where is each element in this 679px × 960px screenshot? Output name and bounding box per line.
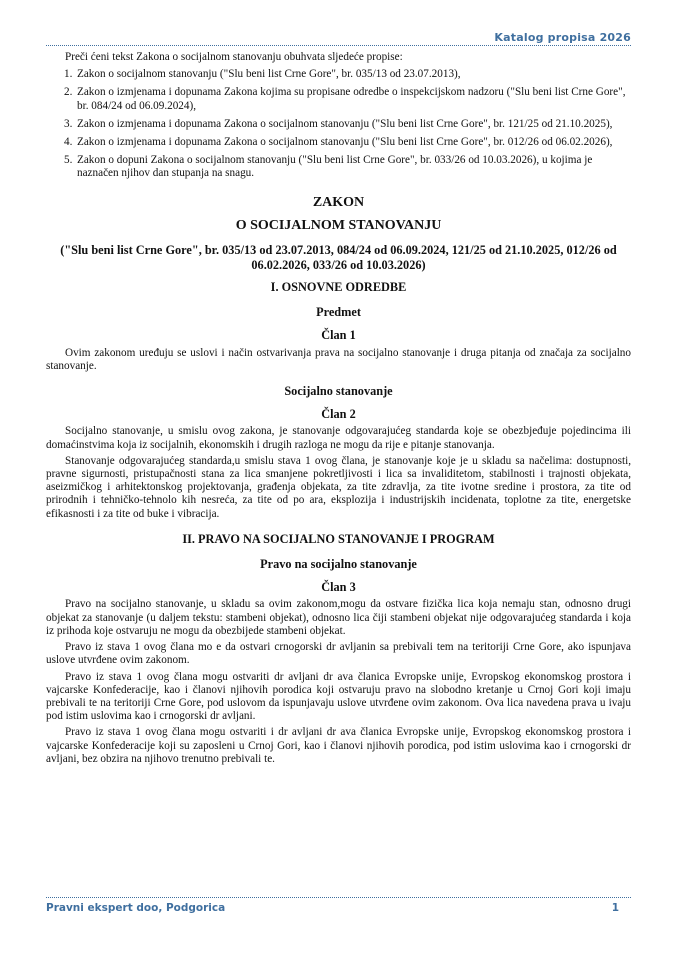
article-number: Član 3 xyxy=(321,580,356,595)
header-divider xyxy=(46,45,631,46)
catalog-header: Katalog propisa 2026 xyxy=(494,31,631,44)
section-heading: I. OSNOVNE ODREDBE xyxy=(270,280,407,295)
paragraph: Pravo iz stava 1 ovog člana mogu ostvariti i dr avljani dr ava članica Evropske unije, Evropskog ekonomskog prostora i vajcarske Konfederacije koji su zaposleni u Crnoj Gori, kao i članovi njihovih porodica, pod istim uslovima kao i crnogorski dr avljani, bez obzira na njihovo trenutno prebivali te. xyxy=(46,726,631,765)
amendment-number: 5. xyxy=(64,154,73,167)
amendment-item xyxy=(64,86,631,112)
paragraph: Pravo iz stava 1 ovog člana mogu ostvariti dr avljani dr ava članica Evropske unije, Evropskog ekonomskog prostora i vajcarske Konfederacije, kao i članovi njihovih porodica koji ostvaruju pravo na slobodno kretanje u Crnoj Gori koji imaju prebivali te na teritoriji Crne Gore, pod uslovom da ispunjavaju uslove utvrđene ovim zakonom. Ova lica navedena prava u ivaju pod istim uslovima kao i crnogorski dr avljani. xyxy=(46,670,631,723)
paragraph: Pravo iz stava 1 ovog člana mo e da ostvari crnogorski dr avljanin sa prebivali tem na teritoriji Crne Gore, ako ispunjava uslove utvrđene ovim zakonom. xyxy=(46,641,631,667)
gazette-reference: ("Slu beni list Crne Gore", br. 035/13 od 23.07.2013, 084/24 od 06.09.2024, 121/25 od 21.10.2025, 012/26 od 06.02.2026, 033/26 od 10.03.2026) xyxy=(60,243,617,272)
amendment-number: 3. xyxy=(64,117,73,130)
paragraph: Socijalno stanovanje, u smislu ovog zakona, je stanovanje odgovarajućeg standarda koje se obezbjeđuje pojedincima ili domaćinstvima koja iz socijalnih, ekonomskih i drugih razloga ne mogu da rije e pitanje stanovanja. xyxy=(46,425,631,451)
amendment-number: 2. xyxy=(64,86,73,99)
paragraph: Pravo na socijalno stanovanje, u skladu sa ovim zakonom,mogu da ostvare fizička lica koja nemaju stan, odnosno drugi objekat za stanovanje (u daljem tekstu: stambeni objekat), odnosno lica čiji stambeni objekat nije odgovarajućeg standarda i koja iz prihoda koje ostvaruju ne mogu da obezbijede stambeni objekat. xyxy=(46,598,631,637)
article-subject: Socijalno stanovanje xyxy=(284,384,393,399)
amendment-text: Zakon o izmjenama i dopunama Zakona o socijalnom stanovanju ("Slu beni list Crne Gore", br. 012/26 od 06.02.2026), xyxy=(77,136,613,149)
footer-publisher: Pravni ekspert doo, Podgorica xyxy=(46,902,226,914)
amendment-number: 4. xyxy=(64,136,73,149)
paragraph: Stanovanje odgovarajućeg standarda,u smislu stava 1 ovog člana, je stanovanje koje je u skladu sa načelima: dostupnosti, pravne sigurnosti, pristupačnosti stana za lica smanjene pokretljivosti i lica sa invaliditetom, stabilnosti i trajnosti objekata, aseizmičkog i arhitektonskog projektovanja, građenja objekata, za tite zdravlja, za tite ivotne sredine i prostora, za tite od prirodnih i tehničko-tehnolo kih nesreća, za tite od po ara, eksplozija i industrijskih incidenata, toplotne za tite, energetske efikasnosti i za tite od buke i vibracija. xyxy=(46,454,631,520)
paragraph: Ovim zakonom uređuju se uslovi i način ostvarivanja prava na socijalno stanovanje i druga pitanja od značaja za socijalno stanovanje. xyxy=(46,346,631,372)
law-subtitle: O SOCIJALNOM STANOVANJU xyxy=(235,217,442,233)
amendment-item xyxy=(64,68,631,81)
amendment-item xyxy=(64,118,631,131)
law-title: ZAKON xyxy=(312,194,365,210)
amendment-text: Zakon o izmjenama i dopunama Zakona kojima su propisane odredbe o inspekcijskom nadzoru ("Slu beni list Crne Gore", br. 084/24 od 06.09.2024), xyxy=(77,86,626,112)
amendment-text: Zakon o dopuni Zakona o socijalnom stanovanju ("Slu beni list Crne Gore", br. 033/26 od 10.03.2026), u kojima je naznačen njihov dan stupanja na snagu. xyxy=(77,154,593,180)
article-subject: Pravo na socijalno stanovanje xyxy=(260,557,417,572)
amendment-item xyxy=(64,136,631,149)
article-number: Član 2 xyxy=(321,407,356,422)
intro-text: Preči ćeni tekst Zakona o socijalnom stanovanju obuhvata sljedeće propise: xyxy=(65,51,403,63)
amendment-text: Zakon o izmjenama i dopunama Zakona o socijalnom stanovanju ("Slu beni list Crne Gore", br. 121/25 od 21.10.2025), xyxy=(77,117,613,130)
article-number: Član 1 xyxy=(321,328,356,343)
document-body xyxy=(46,51,631,769)
section-heading: II. PRAVO NA SOCIJALNO STANOVANJE I PROGRAM xyxy=(182,531,495,546)
article-subject: Predmet xyxy=(316,305,361,320)
amendment-number: 1. xyxy=(64,68,73,81)
amendment-text: Zakon o socijalnom stanovanju ("Slu beni list Crne Gore", br. 035/13 od 23.07.2013), xyxy=(77,68,461,81)
page-number: 1 xyxy=(611,902,619,914)
footer-divider xyxy=(46,897,631,898)
amendments-list xyxy=(46,68,631,180)
amendment-item xyxy=(64,154,631,180)
